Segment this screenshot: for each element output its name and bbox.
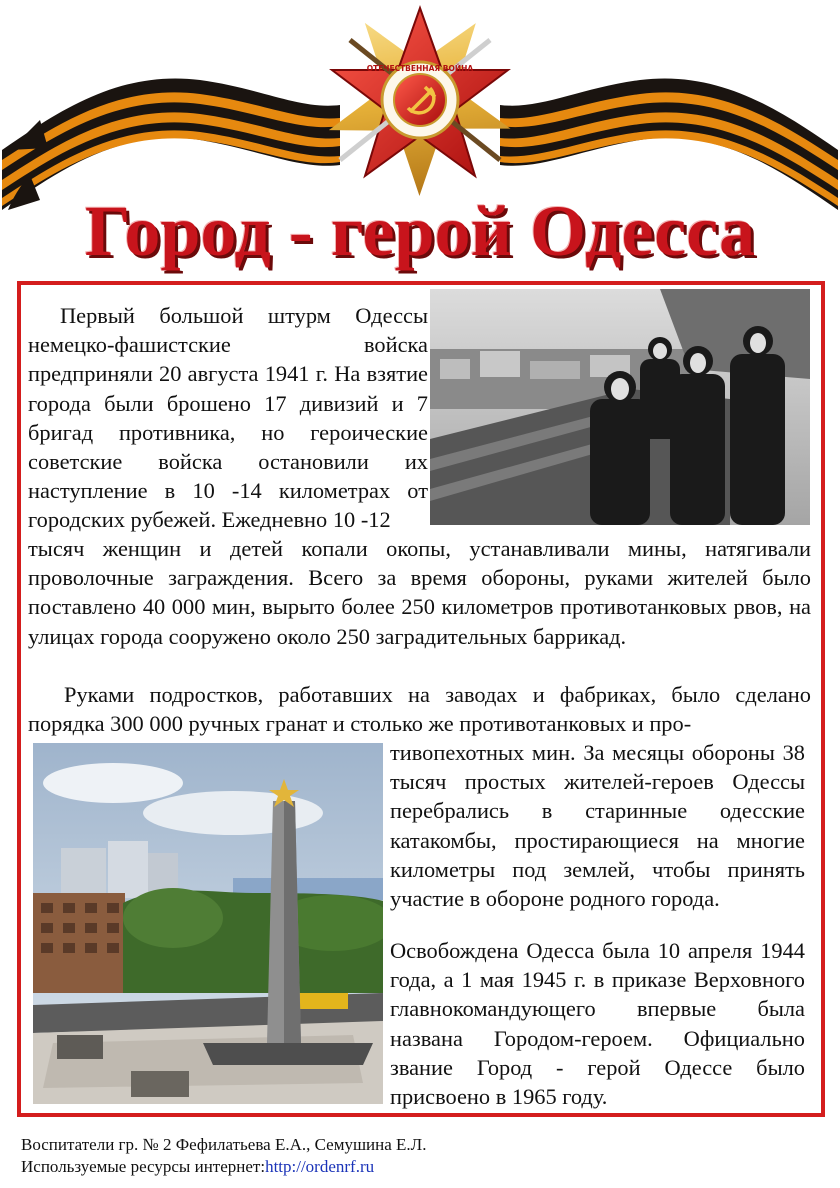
order-emblem <box>301 0 548 210</box>
paragraph-1-start: Первый большой штурм Одессы немецко-фашистские войска предприняли 20 августа 1941 г. На взятие города были брошено 17 дивизий и 7 бригад противника, но героические советские войска остановили их наступление в 10 -14 километрах от городских рубежей. Ежедневно 10 -12 <box>28 303 428 533</box>
emblem-text: ОТЕЧЕСТВЕННАЯ ВОЙНА <box>366 64 474 73</box>
paragraph-2-end: тивопехотных мин. За месяцы обороны 38 тысяч простых жителей-героев Одессы перебрались в старинные одесские катакомбы, простирающиеся на многие километры под землей, чтобы принять участие в обороне родного города. <box>390 740 805 912</box>
paragraph-3: Освобождена Одесса была 10 апреля 1944 года, а 1 мая 1945 г. в приказе Верховного главнокомандующего впервые была названа Городом-героем. Официально звание Город - герой Одессе было присвоено в 1965 году. <box>390 938 805 1110</box>
footer-resources <box>21 1156 426 1178</box>
footer-authors: Воспитатели гр. № 2 Фефилатьева Е.А., Семушина Е.Л. <box>21 1135 427 1154</box>
photo-monument <box>33 743 383 1104</box>
resource-link[interactable]: http://ordenrf.ru <box>265 1157 375 1176</box>
footer-resources-label: Используемые ресурсы интернет: <box>21 1157 266 1176</box>
paragraph-2-start: Руками подростков, работавших на заводах и фабриках, было сделано порядка 300 000 ручных гранат и столько же противотанковых и про- <box>28 682 811 737</box>
page-title: Город - герой Одесса <box>84 191 756 271</box>
photo-sailors <box>430 289 810 525</box>
paragraph-1-end: тысяч женщин и детей копали окопы, устанавливали мины, натягивали проволочные заграждения. Всего за время обороны, руками жителей было поставлено 40 000 мин, вырыто более 250 километров противотанковых рвов, на улицах города сооружено около 250 заградительных баррикад. <box>28 536 811 649</box>
header-banner <box>0 0 840 210</box>
footer <box>21 1134 426 1178</box>
ribbon-emblem-graphic <box>0 0 840 210</box>
